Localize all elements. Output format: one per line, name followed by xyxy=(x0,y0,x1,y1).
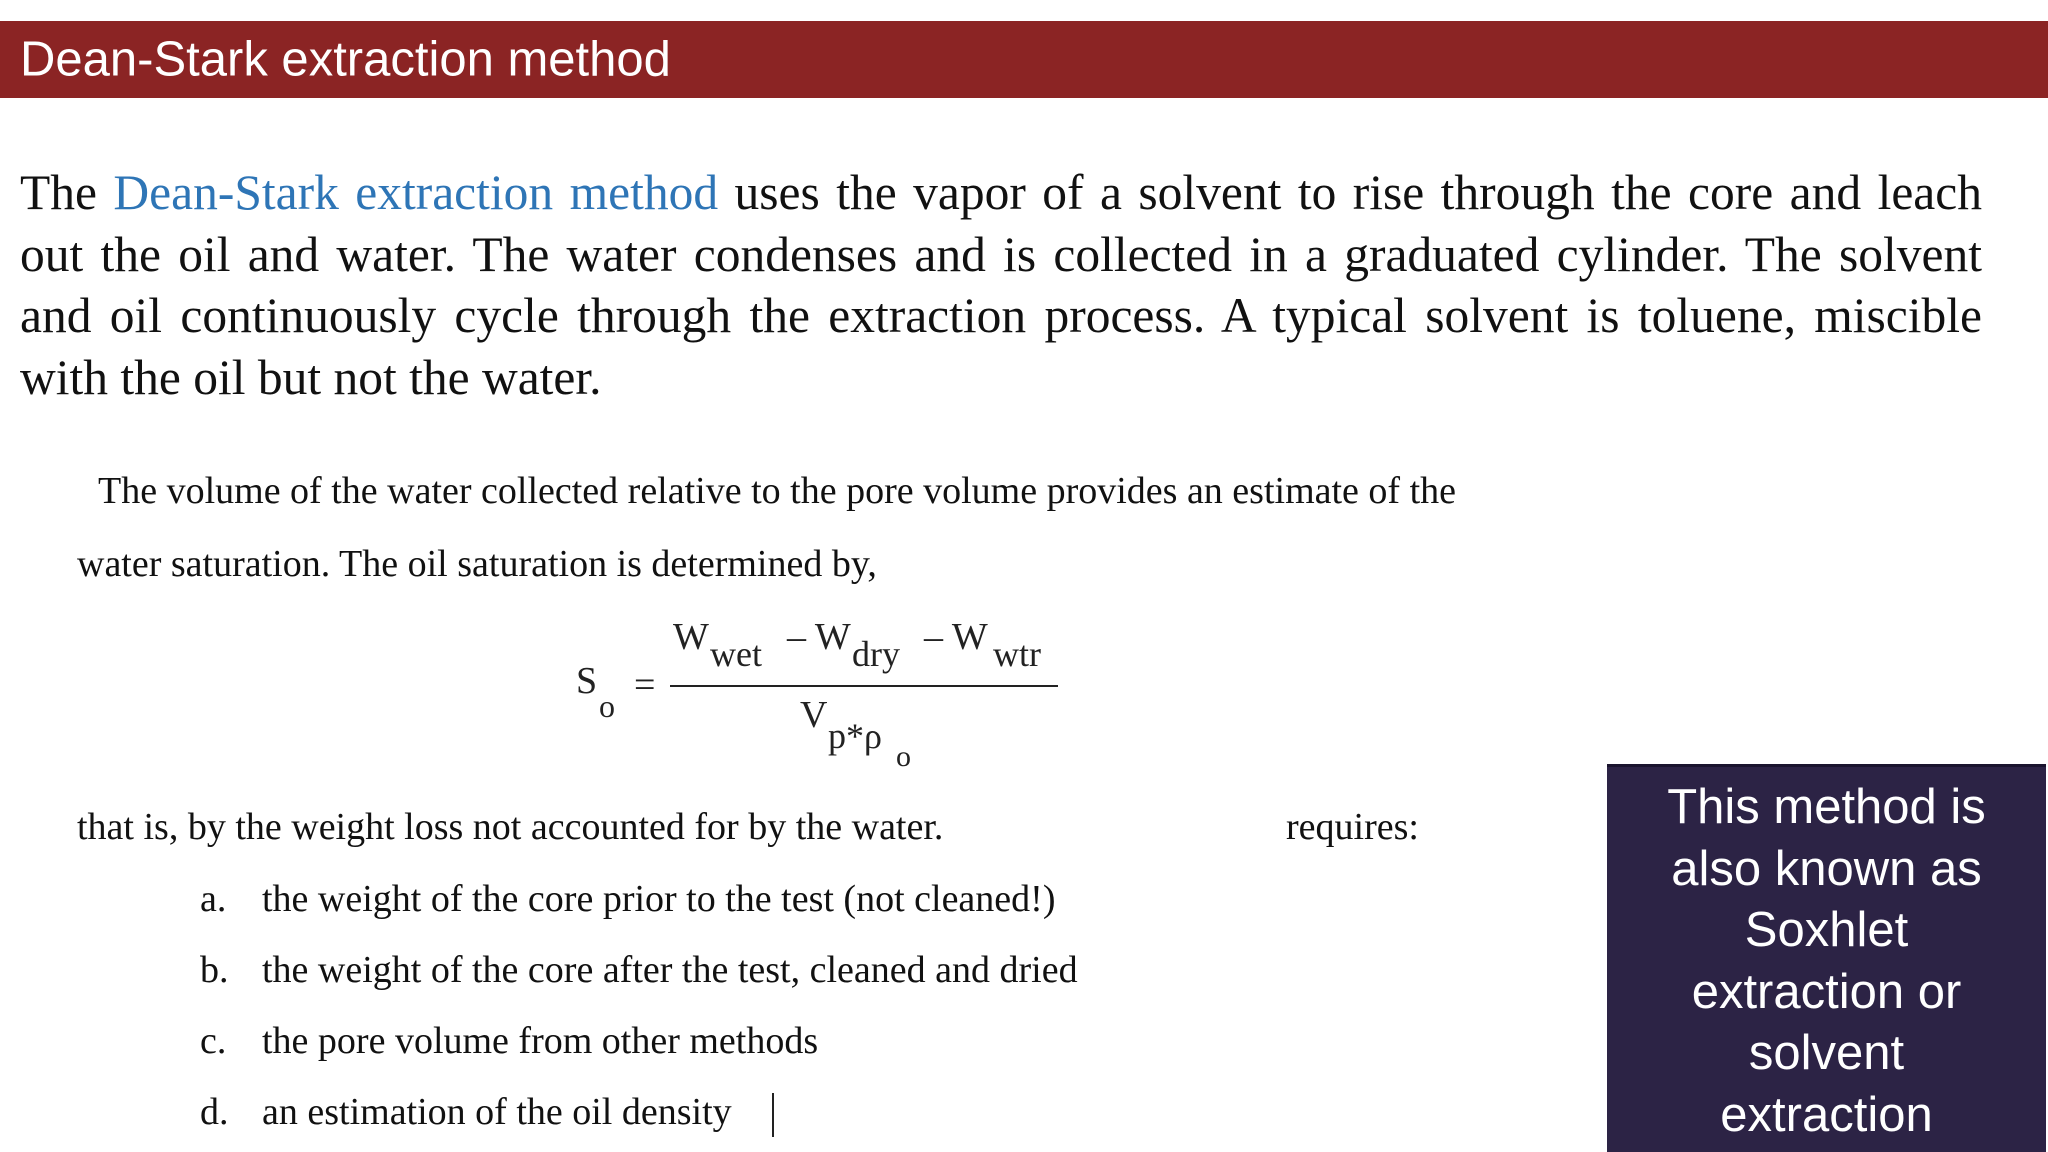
eq-minus-w-dry: – W xyxy=(787,616,851,658)
eq-w-wet: W xyxy=(673,616,709,658)
eq-den-sub2: o xyxy=(896,740,911,773)
list-item-letter: a. xyxy=(200,878,227,920)
intro-line-2: out the oil and water. The water condenses and is collected in a graduated cylinder. The solvent xyxy=(20,226,1982,282)
scan-requires: requires: xyxy=(1286,806,1419,848)
list-item-text: the weight of the core prior to the test (not cleaned!) xyxy=(262,878,1056,920)
scan-line-1: The volume of the water collected relative to the pore volume provides an estimate of the xyxy=(98,470,1456,512)
eq-den-v: V xyxy=(800,694,828,736)
list-item-letter: c. xyxy=(200,1020,227,1062)
list-item-text: the pore volume from other methods xyxy=(262,1020,819,1062)
list-item-letter: b. xyxy=(200,949,229,991)
eq-lhs: S xyxy=(576,660,598,702)
callout-text: This method is also known as Soxhlet extraction or solvent extraction xyxy=(1667,780,1986,1142)
intro-line-1 xyxy=(20,162,1982,224)
intro-paragraph xyxy=(20,162,1982,408)
text-cursor xyxy=(772,1093,774,1137)
eq-equals: = xyxy=(634,664,656,706)
eq-fraction-bar xyxy=(670,685,1058,687)
eq-w-wtr-sub: wtr xyxy=(993,634,1041,674)
scan-line-2: water saturation. The oil saturation is determined by, xyxy=(77,543,877,585)
intro-line-4: with the oil but not the water. xyxy=(20,349,602,405)
scan-line-3: that is, by the weight loss not accounted for by the water. xyxy=(77,806,944,848)
intro-line-1-rest: uses the vapor of a solvent to rise through the core and leach xyxy=(718,165,1982,220)
intro-prefix: The xyxy=(20,165,114,220)
slide-title-bar xyxy=(0,21,2048,98)
list-item-text: an estimation of the oil density xyxy=(262,1091,732,1133)
list-item-letter: d. xyxy=(200,1091,229,1133)
eq-den-sub: p*ρ xyxy=(828,716,882,756)
intro-line-3: and oil continuously cycle through the extraction process. A typical solvent is toluene, miscible xyxy=(20,288,1982,343)
slide-title: Dean-Stark extraction method xyxy=(20,32,671,86)
eq-w-wet-sub: wet xyxy=(710,634,762,674)
eq-lhs-sub: o xyxy=(599,688,615,724)
soxhlet-callout-box xyxy=(1607,764,2046,1152)
dean-stark-highlight: Dean-Stark extraction method xyxy=(113,165,719,220)
eq-w-dry-sub: dry xyxy=(852,634,900,674)
eq-minus-w-wtr: – W xyxy=(924,616,988,658)
list-item-text: the weight of the core after the test, cleaned and dried xyxy=(262,949,1078,991)
